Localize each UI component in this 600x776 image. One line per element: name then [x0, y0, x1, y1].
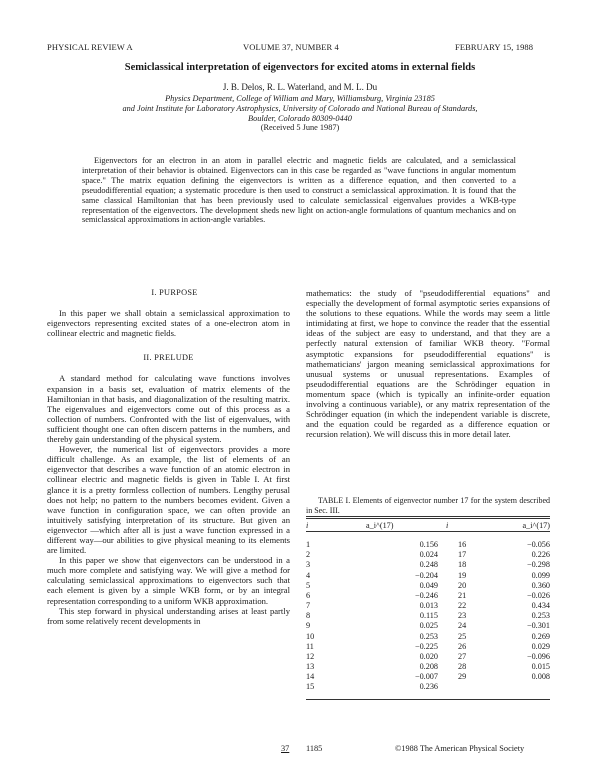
value-cell: −0.246	[414, 590, 438, 600]
value-cell: 0.015	[531, 662, 550, 672]
value-cell: 0.248	[419, 560, 438, 570]
row-index-cell: 10	[306, 631, 315, 641]
row-index-cell: 20	[458, 580, 467, 590]
row-index-cell: 14	[306, 672, 315, 682]
value-cell: −0.204	[414, 570, 438, 580]
value-cell: −0.056	[526, 540, 550, 550]
paragraph: However, the numerical list of eigenvectors provides a more difficult challenge. As an example, the list of elements of an eigenvector that describes a wave function of an atomic electron in collinear electric and magnetic fields is given in Table I. At first glance it is a pretty formless collection of numbers. Lengthy perusal does not help; no pattern to the numbers becomes evident. Given a wave function in configuration space, we can often provide an intuitively satisfying interpretation of its structure. But given an eigenvector —which after all is just a wave function expressed in a different way—our abilities to give physical meaning to its elements are limited.	[47, 444, 290, 556]
row-index-cell: 3	[306, 560, 311, 570]
table-caption-text: Elements of eigenvector number 17 for the system described in Sec. III.	[306, 496, 550, 515]
page-number: 1185	[306, 744, 323, 753]
value-cell: 0.156	[419, 540, 438, 550]
affiliation-3: Boulder, Colorado 80309-0440	[248, 113, 352, 123]
table-row	[306, 642, 550, 652]
paragraph: A standard method for calculating wave functions involves expansion in a basis set, evaluation of matrix elements of the Hamiltonian in that basis, and diagonalization of the resulting matrix. The eigenvalues and eigenvectors come out of this process as a collection of numbers. Confronted with the list of eigenvalues, with sufficient thought one can often discern patterns in the numbers, and thereby gain understanding of the physical system.	[47, 373, 290, 445]
column-header-i: i	[306, 521, 309, 530]
table-row	[306, 621, 550, 631]
affiliation-2: and Joint Institute for Laboratory Astrophysics, University of Colorado and National Bureau of Standards,	[122, 104, 478, 113]
value-cell: 0.008	[531, 672, 550, 682]
table-row	[306, 652, 550, 662]
row-index-cell: 25	[458, 631, 467, 641]
value-cell: −0.026	[526, 590, 550, 600]
value-cell: 0.360	[531, 580, 550, 590]
row-index-cell	[446, 682, 486, 692]
row-index-cell: 26	[458, 641, 467, 651]
row-index-cell: 27	[458, 651, 467, 661]
copyright: ©1988 The American Physical Society	[395, 744, 525, 753]
row-index-cell: 16	[458, 540, 467, 550]
row-index-cell: 5	[306, 580, 311, 590]
table-row	[306, 571, 550, 581]
section-heading-prelude: II. PRELUDE	[143, 353, 194, 363]
table-row	[306, 581, 550, 591]
paper-title: Semiclassical interpretation of eigenvectors for excited atoms in external fields	[124, 62, 476, 73]
row-index-cell: 13	[306, 662, 315, 672]
table-row	[306, 682, 550, 692]
row-index-cell: 29	[458, 672, 467, 682]
table-row	[306, 601, 550, 611]
issue-date: FEBRUARY 15, 1988	[455, 42, 534, 52]
value-cell: 0.099	[531, 570, 550, 580]
journal-name: PHYSICAL REVIEW A	[47, 42, 133, 52]
row-index-cell: 22	[458, 601, 467, 611]
row-index-cell: 11	[306, 641, 314, 651]
left-column	[47, 288, 290, 626]
row-index-cell: 12	[306, 651, 315, 661]
column-header-a: a_i^(17)	[522, 521, 550, 530]
row-index-cell: 21	[458, 590, 467, 600]
row-index-cell: 28	[458, 662, 467, 672]
row-index-cell: 23	[458, 611, 467, 621]
table-row	[306, 591, 550, 601]
value-cell: −0.298	[526, 560, 550, 570]
table-header-row	[306, 521, 550, 532]
abstract: Eigenvectors for an electron in an atom in parallel electric and magnetic fields are calculated, and a semiclassical interpretation of their behavior is obtained. Eigenvectors can in this case be regarded as "wave functions in angular momentum space." The matrix equation defining the eigenvectors is written as a difference equation, and then converted to a pseudodifferential equation; a systematic procedure is then used to construct a semiclassical approximation. It is found that the same classical Hamiltonian that has been previously used to calculate semiclassical eigenvalues provides a WKB-type representation of the eigenvectors. The development sheds new light on action-angle formulations of quantum mechanics and on semiclassical approximations in action-angle variables.	[82, 156, 516, 225]
paragraph: In this paper we shall obtain a semiclassical approximation to eigenvectors representing excited states of a one-electron atom in collinear electric and magnetic fields.	[47, 308, 290, 339]
row-index-cell: 1	[306, 540, 311, 550]
column-header-i: i	[446, 521, 449, 530]
table-caption-label: TABLE I.	[318, 496, 351, 505]
authors: J. B. Delos, R. L. Waterland, and M. L. Du	[222, 82, 378, 92]
row-index-cell: 15	[306, 682, 315, 692]
volume-number: VOLUME 37, NUMBER 4	[243, 42, 339, 52]
row-index-cell: 7	[306, 601, 311, 611]
row-index-cell: 18	[458, 560, 467, 570]
table-row	[306, 550, 550, 560]
value-cell: 0.253	[419, 631, 438, 641]
row-index-cell: 4	[306, 570, 311, 580]
row-index-cell: 9	[306, 621, 311, 631]
value-cell: 0.253	[531, 611, 550, 621]
value-cell: 0.020	[419, 651, 438, 661]
value-cell: −0.225	[414, 641, 438, 651]
table-caption	[306, 496, 550, 516]
value-cell: 0.208	[419, 662, 438, 672]
value-cell: 0.434	[531, 601, 550, 611]
table-row	[306, 540, 550, 550]
paragraph: mathematics: the study of "pseudodifferential equations" and especially the development of formal asymptotic series expansions of the solutions to these equations. While the words may seem a little intimidating at first, we hope to convince the reader that the essential ideas of the subject are easy to understand, and that they are a perfectly natural extension of familiar WKB theory. "Formal asymptotic expansions for pseudodifferential equations" is mathematicians' jargon meaning semiclassical approximations for unusual systems or unusual representations. Examples of pseudodifferential equations are the Schrödinger equation in momentum space (which is typically an infinite-order equation involving a continuous variable), or any matrix representation of the Schrödinger equation (in which the independent variable is discrete, and the equation could be regarded as a difference equation or recursion relation). We will discuss this in more detail later.	[306, 288, 550, 440]
eigenvector-table	[306, 521, 550, 693]
table-row	[306, 662, 550, 672]
row-index-cell: 19	[458, 570, 467, 580]
row-index-cell: 17	[458, 550, 467, 560]
table-top-rule	[306, 516, 550, 519]
value-cell: 0.115	[419, 611, 438, 621]
value-cell: 0.269	[531, 631, 550, 641]
value-cell: 0.236	[419, 682, 438, 692]
column-header-a: a_i^(17)	[366, 521, 394, 530]
value-cell: 0.049	[419, 580, 438, 590]
affiliation-1: Physics Department, College of William and Mary, Williamsburg, Virginia 23185	[165, 94, 435, 103]
value-cell: 0.226	[531, 550, 550, 560]
paragraph: This step forward in physical understanding arises at least partly from some relatively recent developments in	[47, 605, 290, 626]
received-date: (Received 5 June 1987)	[260, 123, 340, 132]
table-row	[306, 632, 550, 642]
row-index-cell: 6	[306, 590, 311, 600]
value-cell	[486, 682, 550, 692]
value-cell: 0.025	[419, 621, 438, 631]
volume-footer: 37	[281, 744, 290, 753]
value-cell: 0.024	[419, 550, 438, 560]
value-cell: 0.013	[419, 601, 438, 611]
row-index-cell: 8	[306, 611, 311, 621]
paragraph: In this paper we show that eigenvectors can be understood in a much more complete and satisfying way. We will give a method for calculating semiclassical approximations to eigenvectors such that each element is given by a simple WKB form, or by an integral representation corresponding to a uniform WKB approximation.	[47, 555, 290, 606]
table-row	[306, 560, 550, 570]
table-row	[306, 611, 550, 621]
table-row	[306, 672, 550, 682]
value-cell: −0.301	[526, 621, 550, 631]
right-column	[306, 288, 550, 439]
value-cell: −0.096	[526, 651, 550, 661]
row-index-cell: 24	[458, 621, 467, 631]
section-heading-purpose: I. PURPOSE	[151, 288, 198, 297]
table-bottom-rule	[306, 699, 550, 700]
row-index-cell: 2	[306, 550, 311, 560]
value-cell: 0.029	[531, 641, 550, 651]
value-cell: −0.007	[414, 672, 438, 682]
